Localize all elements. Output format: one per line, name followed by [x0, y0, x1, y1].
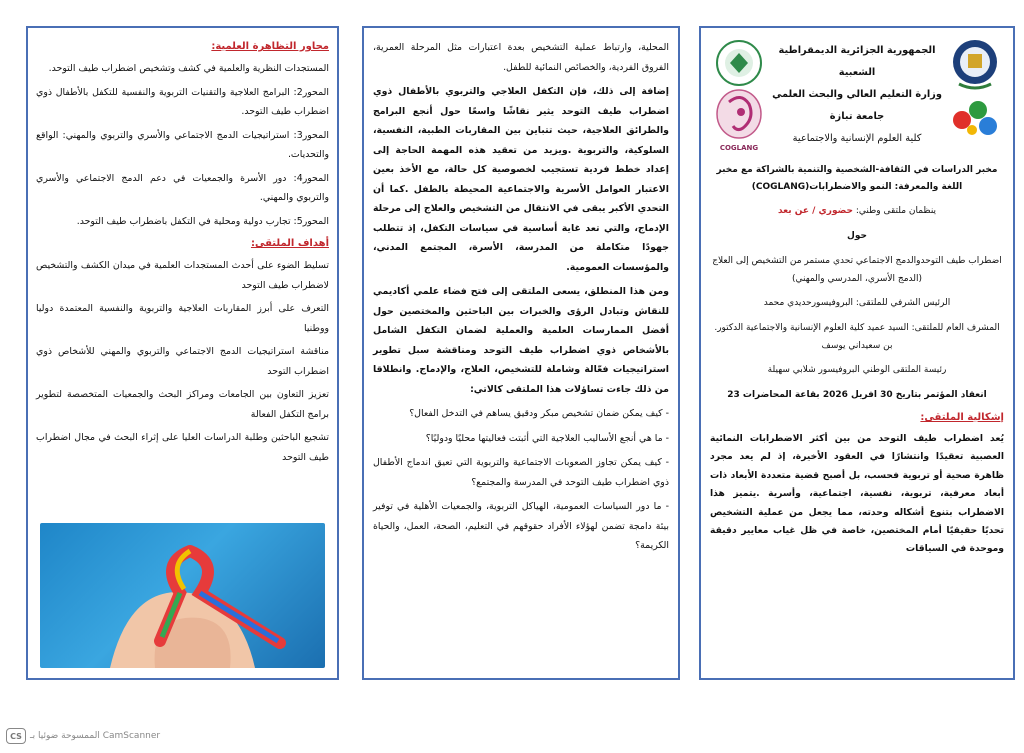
hands-ribbon-icon	[40, 523, 325, 668]
event-date: انعقاد المؤتمر بتاريخ 30 افريل 2026 بقاعة المحاضرات 23	[727, 390, 987, 400]
axis-item: المحور3: استراتيجيات الدمج الاجتماعي والأسري والتربوي والمهني: الواقع والتحديات.	[36, 129, 329, 160]
axis-item: المحور4: دور الأسرة والجمعيات في دعم الدمج الاجتماعي والأسري والتربوي والمهني.	[36, 172, 329, 203]
middle-paragraph-1: إضافة إلى ذلك، فإن التكفل العلاجي والتربوي بالأطفال ذوي اضطراب طيف التوحد يثير نقاشًا واسعًا حول أنجع البرامج والطرائق العلاجية، حيث تتباين بين المقاربات الطبية، النفسية، السلوكية، والتربوية .ويزيد من تعقيد هذه المهمة الحاجة إلى إعداد خطط فردية تستجيب لخصوصية كل حالة، مع الأخذ بعين الاعتبار العوامل الأسرية والاجتماعية المحيطة بالطفل .كما أن التحدي الأكبر يبقى في الانتقال من التشخيص والعلاج إلى مرحلة الإدماج، والتي تعد غاية أساسية في سياسات التكفل، إذ تتطلب جهودًا متكاملة من المدرسة، الأسرة، المجتمع المدني، والمؤسسات العمومية.	[373, 86, 669, 273]
axes-heading: محاور التظاهرة العلمية:	[211, 41, 329, 52]
goal-item: التعرف على أبرز المقاربات العلاجية والتربوية والنفسية المعتمدة دوليا ووطنيا	[36, 303, 329, 334]
header-row	[710, 38, 1004, 166]
question-4: - ما دور السياسات العمومية، الهياكل التربوية، والجمعيات الأهلية في توفير بيئة دامجة تضمن لهؤلاء الأفراد حقوقهم في التعليم، الصحة، العمل، والحياة الكريمة؟	[373, 501, 669, 551]
goal-item: تسليط الضوء على أحدث المستجدات العلمية في ميدان الكشف والتشخيص لاضطراب طيف التوحد	[36, 260, 329, 291]
organize-mode: حضوري / عن بعد	[777, 206, 853, 216]
left-panel	[26, 26, 339, 680]
organize-prefix: ينظمان ملتقى وطني:	[852, 206, 937, 216]
organize-line	[710, 202, 1004, 221]
question-2: - ما هي أنجع الأساليب العلاجية التي أثبتت فعاليتها محليًا ودوليًا؟	[425, 432, 669, 444]
about-label: حول	[847, 231, 867, 241]
goal-item: تعزيز التعاون بين الجامعات ومراكز البحث والجمعيات المتخصصة لتطوير برامج التكفل الفعالة	[36, 389, 329, 420]
camscanner-logo-icon: CS	[6, 728, 26, 744]
axis-item: المحور5: تجارب دولية ومحلية في التكفل باضطراب طيف التوحد.	[76, 215, 329, 227]
goals-heading: أهداف الملتقى:	[250, 238, 329, 249]
university-logo-icon	[949, 38, 1001, 94]
ministry-line: وزارة التعليم العالي والبحث العلمي	[772, 89, 942, 100]
autism-ribbon-photo	[40, 523, 325, 668]
event-topic: اضطراب طيف التوحدوالدمج الاجتماعي تحدي مستمر من التشخيص إلى العلاج (الدمج الأسري، المدرسي والمهني)	[712, 256, 1002, 284]
middle-panel	[362, 26, 680, 680]
event-info	[710, 162, 1004, 405]
right-panel	[699, 26, 1015, 680]
question-1: - كيف يمكن ضمان تشخيص مبكر ودقيق يساهم في التدخل الفعال؟	[409, 408, 669, 419]
camscanner-text: الممسوحة ضوئيا بـ CamScanner	[30, 731, 161, 741]
coglang-logo-icon	[711, 88, 767, 152]
lab-statement: مخبر الدراسات في الثقافة-الشخصية والتنمية بالشراكة مع مخبر اللغة والمعرفة: النمو والاضطرابات(COGLANG)	[716, 165, 998, 192]
question-3: - كيف يمكن تجاوز الصعوبات الاجتماعية والتربوية التي تعيق اندماج الأطفال ذوي اضطراب طيف التوحد في المدرسة والمجتمع؟	[373, 457, 669, 488]
problem-heading: إشكالية الملتقى:	[920, 412, 1004, 423]
goal-item: تشجيع الباحثين وطلبة الدراسات العليا على إثراء البحث في مجال اضطراب طيف التوحد	[36, 432, 329, 463]
problem-paragraph: يُعد اضطراب طيف التوحد من بين أكثر الاضطرابات النمائية العصبية تعقيدًا وانتشارًا في العقود الأخيرة، إذ لم يعد مجرد ظاهرة صحية أو تربوية فحسب، بل أصبح قضية متعددة الأبعاد ذات أبعاد معرفية، تربوية، نفسية، اجتماعية، وأسرية .يتميز هذا الاضطراب بتنوع أشكاله وحدته، مما يجعل من عملية التشخيص تحديًا حقيقيًا أمام المختصين، خاصة في ظل غياب معايير دقيقة وموحدة في السياقات	[710, 433, 1004, 555]
lab-logo-icon	[948, 94, 1002, 140]
honorary-president: الرئيس الشرفي للملتقى: البروفيسورحديدي محمد	[763, 298, 951, 308]
coglang-logo-text: COGLANG	[719, 144, 759, 152]
faculty-line: كلية العلوم الإنسانية والاجتماعية	[792, 133, 922, 144]
university-line: جامعة تبازة	[829, 111, 885, 122]
republic-line: الجمهورية الجزائرية الديمقراطية الشعبية	[778, 45, 936, 78]
middle-paragraph-2: ومن هذا المنطلق، يسعى الملتقى إلى فتح فضاء علمي أكاديمي للنقاش وتبادل الرؤى والخبرات بين الباحثين والمختصين حول أفضل الممارسات العلمية والعملية لضمان التكفل الشامل بالأشخاص ذوي اضطراب طيف التوحد ومناقشة سبل تطوير استراتيجيات فعّالة وشاملة للتشخيص، العلاج، والإدماج. وانطلاقا من ذلك جاءت تساؤلات هذا الملتقى كالاتي:	[373, 286, 669, 395]
organization-logo-icon	[712, 38, 766, 88]
axis-item: المستجدات النظرية والعلمية في كشف وتشخيص اضطراب طيف التوحد.	[48, 63, 329, 74]
camscanner-watermark	[6, 728, 160, 744]
official-header	[768, 38, 946, 150]
middle-paragraph-0: المحلية، وارتباط عملية التشخيص بعدة اعتبارات مثل المرحلة العمرية، الفروق الفردية، والخصائص النمائية للطفل.	[373, 42, 669, 73]
goal-item: مناقشة استراتيجيات الدمج الاجتماعي والتربوي والمهني للأشخاص ذوي اضطراب التوحد	[36, 346, 329, 377]
axis-item: المحور2: البرامج العلاجية والتقنيات التربوية والنفسية للتكفل بالأطفال ذوي اضطراب طيف التوحد.	[36, 86, 329, 117]
general-supervisor: المشرف العام للملتقى: السيد عميد كلية العلوم الإنسانية والاجتماعية الدكتور. بن سعيداني يوسف	[714, 323, 1000, 351]
logos-left	[710, 38, 768, 152]
logos-right	[946, 38, 1004, 140]
event-chair: رئيسة الملتقى الوطني البروفيسور شلابي سهيلة	[767, 365, 947, 375]
